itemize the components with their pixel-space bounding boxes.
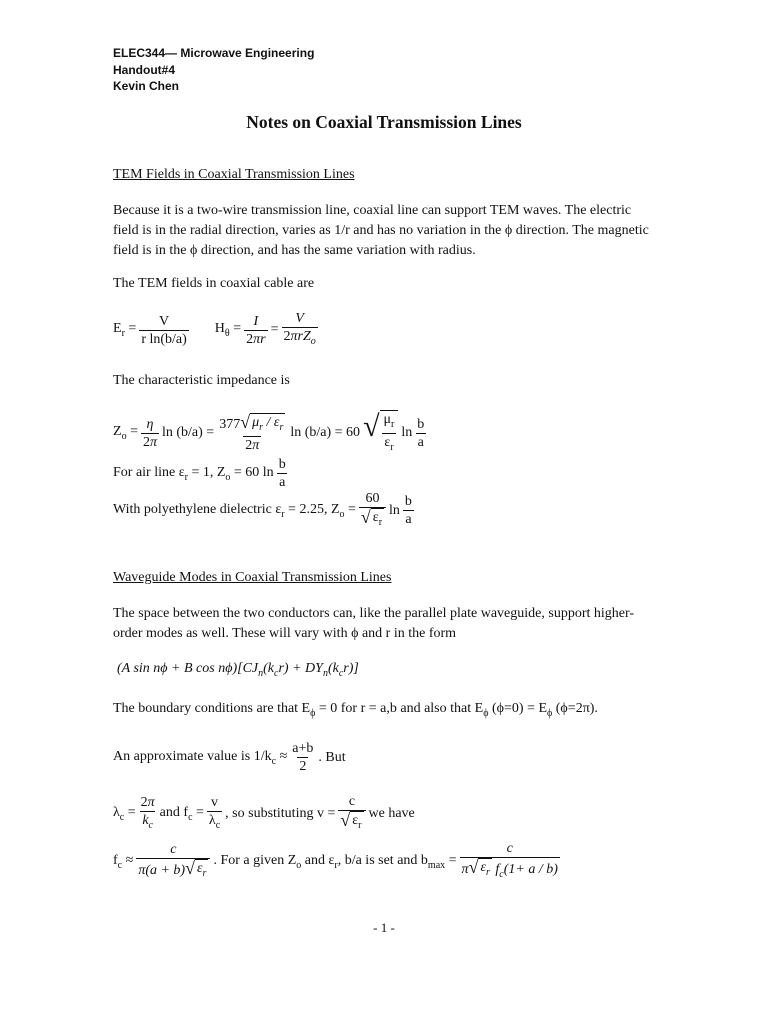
fc-equation: $f_c$ ≈ c π(a + b) √ $\varepsilon_r$ . For a given $Z_o$ and $\varepsilon_r$, b/a is set and $b_{max}$ = c π √ $\varepsilon_r$ $f_c(1+ a / b)$ [113, 840, 560, 883]
page-title: Notes on Coaxial Transmission Lines [246, 112, 522, 132]
waveguide-intro-paragraph: The space between the two conductors can, like the parallel plate waveguide, support higher-order modes as well. These will vary with ϕ and r in the form [113, 606, 635, 641]
section-heading-tem: TEM Fields in Coaxial Transmission Lines [113, 167, 355, 182]
lambda-c-equation: $\lambda_c$ = $\frac{2\pi}{k_c}$ and $f_c$ = $\frac{v}{\lambda_c}$ , so substituting v = c √ $\varepsilon_r$ we have [113, 793, 415, 834]
handout-number: Handout#4 [113, 63, 176, 77]
impedance-label: The characteristic impedance is [113, 373, 290, 388]
equation-er-htheta: $E_r$ = $\frac{V}{\text{r ln(b/a)}}$ $H_\theta$ = $\frac{I}{2\pi r}$ = $\frac{V}{2\pi rZ_o}$ [113, 310, 318, 350]
course-title: ELEC344— Microwave Engineering [113, 46, 315, 60]
air-line-equation: For air line $\varepsilon_r = 1$, $Z_o = 60$ ln $\frac{b}{a}$ [113, 457, 286, 490]
mode-form-equation: (A sin nϕ + B $\cos n\phi)[CJ_n(k_cr) + DY_n(k_cr)]$ [117, 661, 359, 679]
author-name: Kevin Chen [113, 79, 180, 93]
page-number: - 1 - [373, 920, 395, 935]
tem-intro-paragraph: Because it is a two-wire transmission line, coaxial line can support TEM waves. The electric field is in the radial direction, varies as 1/r and has no variation in the ϕ direction. The magnetic field is in the ϕ direction, and has the same variation with radius. [113, 203, 649, 258]
equation-zo: $Z_o$ = $\frac{\eta}{2\pi}$ ln (b/a) = 377 √ $\mu_r / \varepsilon_r$ 2π ln (b/a) = 60 √ $\frac{\mu_r}{\varepsilon_r}$ ln $\frac{b}{a}$ [113, 410, 426, 456]
boundary-conditions: The boundary conditions are that $E_\phi = 0$ for r = a,b and also that $E_\phi$ $(\phi=0) = E_\phi$ (ϕ=2π). [113, 701, 598, 719]
tem-fields-label: The TEM fields in coaxial cable are [113, 276, 315, 291]
section-heading-waveguide: Waveguide Modes in Coaxial Transmission Lines [113, 570, 392, 585]
approx-equation: An approximate value is $1/k_c$ ≈ $\frac{a+b}{2}$ . But [113, 741, 346, 774]
polyethylene-equation: With polyethylene dielectric $\varepsilon_r = 2.25$, $Z_o$ = 60 √ $\varepsilon_r$ ln $\frac{b}{a}$ [113, 490, 414, 531]
